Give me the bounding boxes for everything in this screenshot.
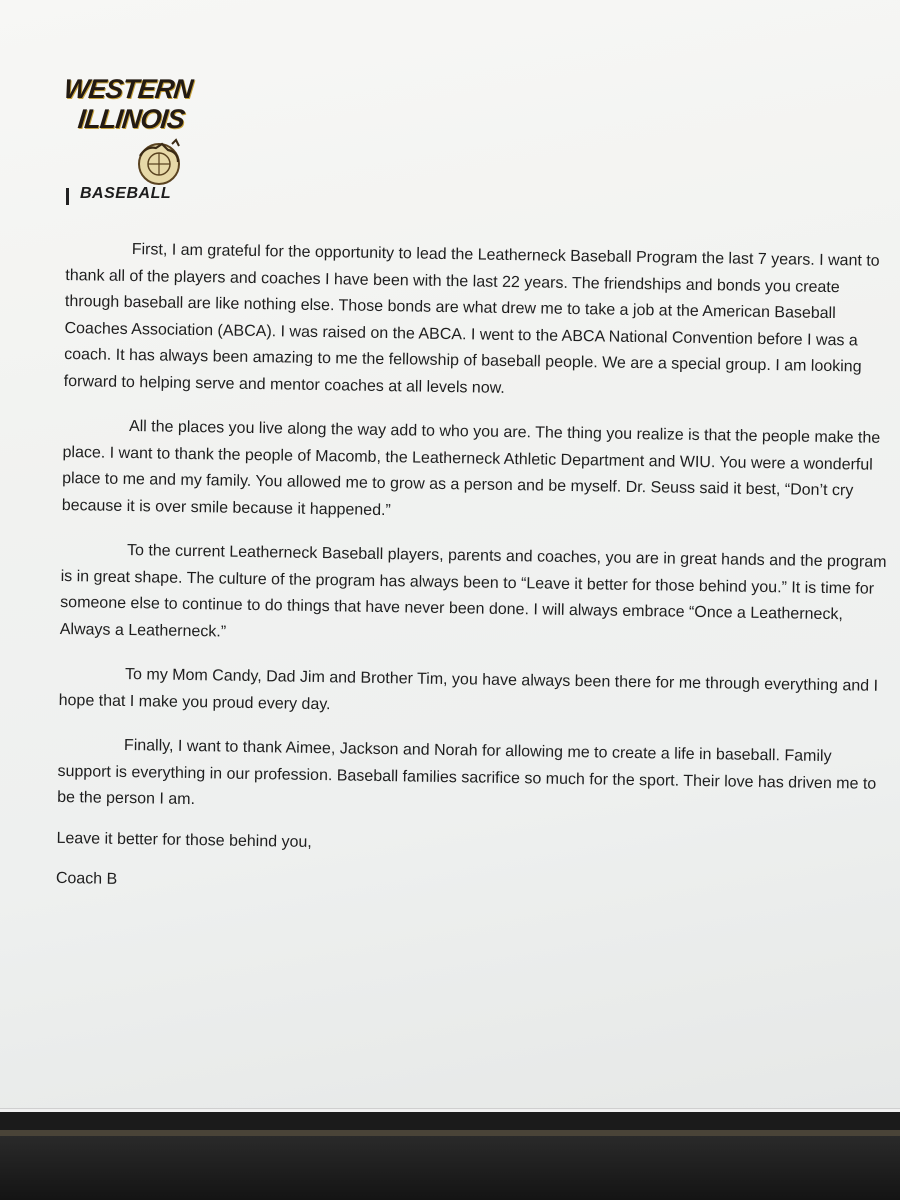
status-bar: [0, 1108, 900, 1112]
logo-divider-bar: [66, 188, 69, 205]
monitor-bezel: [0, 1136, 900, 1200]
logo-line-2: ILLINOIS: [76, 104, 186, 134]
letter-paragraph-1: First, I am grateful for the opportunity to lead the Leatherneck Baseball Program the last 7 years. I want to thank all of the players and coaches I have been with the last 22 years. The friendships and bonds you create through baseball are like nothing else. Those bonds are what drew me to take a job at the American Baseball Coaches Association (ABCA). I was raised on the ABCA. I went to the ABCA National Convention before I was a coach. It has always been amazing to me the fellowship of baseball people. We are a special group. I am looking forward to helping serve and mentor coaches at all levels now.: [63, 241, 880, 397]
letter-paragraph-5: Finally, I want to thank Aimee, Jackson and Norah for allowing me to create a life in baseball. Family support is everything in our profession. Baseball families sacrifice so much for the sport. Their love has driven me to be the person I am.: [57, 736, 877, 809]
logo-subtitle: BASEBALL: [80, 185, 172, 202]
letter-closing: Leave it better for those behind you,: [56, 829, 312, 851]
letter-body: [55, 236, 893, 919]
letter-paragraph-4: To my Mom Candy, Dad Jim and Brother Tim, you have always been there for me through everything and I hope that I make you proud every day.: [58, 665, 879, 713]
logo-line-1: WESTERN: [62, 74, 194, 104]
letter-paragraph-3: To the current Leatherneck Baseball players, parents and coaches, you are in great hands and the program is in great shape. The culture of the program has always been to “Leave it better for those behind you.” It is time for someone else to continue to do things that have never been done. I will always embrace “Once a Leatherneck, Always a Leatherneck.”: [59, 541, 887, 641]
marine-emblem-icon: [132, 136, 186, 190]
western-illinois-baseball-logo: [62, 70, 202, 210]
letter-signature: Coach B: [55, 869, 118, 888]
letter-paragraph-2: All the places you live along the way add to who you are. The thing you realize is that the people make the place. I want to thank the people of Macomb, the Leatherneck Athletic Department and WIU. You were a wonderful place to me and my family. You allowed me to grow as a person and be myself. Dr. Seuss said it best, “Don’t cry because it is over smile because it happened.”: [61, 418, 881, 519]
